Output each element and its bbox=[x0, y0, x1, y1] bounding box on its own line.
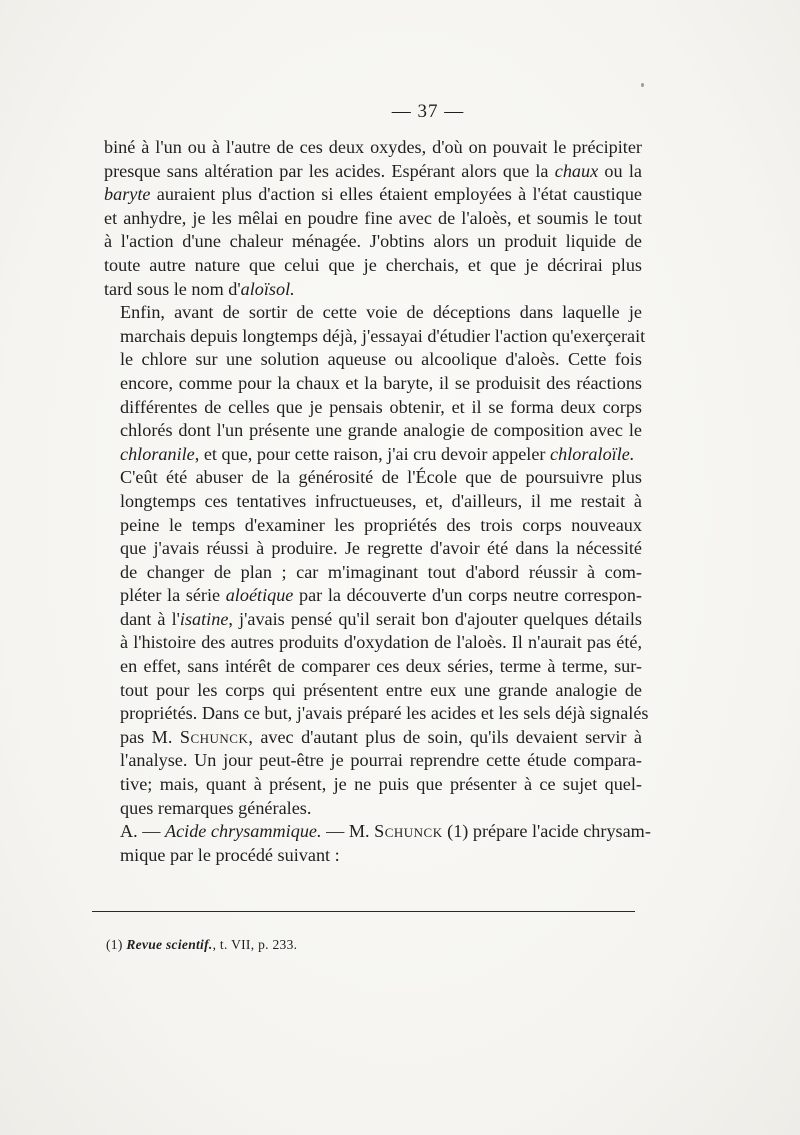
text-line bbox=[104, 726, 642, 750]
text-line: que j'avais réussi à produire. Je regrette d'avoir été dans la nécessité bbox=[120, 538, 642, 559]
footnote bbox=[106, 937, 297, 953]
text-line: peine le temps d'examiner les propriétés des trois corps nouveaux bbox=[120, 514, 642, 535]
paragraph-4 bbox=[104, 820, 651, 867]
page-number: — 37 — bbox=[391, 101, 465, 122]
text-line: tout pour les corps qui présentent entre eux une grande analogie de bbox=[120, 679, 642, 700]
author-schunck: Schunck bbox=[374, 821, 443, 842]
text-line: différentes de celles que je pensais obtenir, et il se forma deux corps bbox=[120, 396, 642, 417]
text-line-part: tard sous le nom d' bbox=[104, 278, 241, 299]
text-line bbox=[104, 584, 642, 608]
text-line: Enfin, avant de sortir de cette voie de déceptions dans laquelle je bbox=[120, 302, 642, 323]
footnote-rule bbox=[92, 911, 635, 912]
text-line: propriétés. Dans ce but, j'avais préparé les acides et les sels déjà signalés bbox=[120, 703, 649, 724]
text-line-part: pas M. bbox=[120, 726, 180, 747]
text-line: mique par le procédé suivant : bbox=[120, 844, 340, 865]
term-isatine: isatine bbox=[179, 608, 229, 629]
ink-speck bbox=[641, 83, 644, 87]
text-line-part: dant à l' bbox=[120, 608, 180, 629]
text-line-part: , et que, pour cette raison, j'ai cru devoir appeler bbox=[194, 443, 551, 464]
term-chloranile: chloranile bbox=[120, 443, 195, 464]
text-line-part: pléter la série bbox=[120, 585, 226, 606]
footnote-marker: (1) bbox=[106, 937, 123, 952]
text-line-part: , j'avais pensé qu'il serait bon d'ajouter quelques détails bbox=[228, 608, 643, 629]
text-line-part: (1) prépare l'acide chrysam- bbox=[442, 821, 651, 842]
text-line bbox=[104, 443, 642, 467]
text-line: toute autre nature que celui que je cherchais, et que je décrirai plus bbox=[104, 254, 642, 275]
body-text bbox=[104, 136, 651, 867]
section-heading-acide-chrysammique: Acide chrysammique. bbox=[164, 821, 322, 842]
text-line: C'eût été abuser de la générosité de l'École que de poursuivre plus bbox=[120, 467, 642, 488]
text-line bbox=[104, 820, 651, 844]
text-line-part: presque sans altération par les acides. Espérant alors que la bbox=[104, 160, 555, 181]
text-line: biné à l'un ou à l'autre de ces deux oxydes, d'où on pouvait le précipiter bbox=[104, 137, 642, 157]
text-line: l'analyse. Un jour peut-être je pourrai reprendre cette étude compara- bbox=[120, 750, 642, 771]
text-line: en effet, sans intérêt de comparer ces deux séries, terme à terme, sur- bbox=[120, 656, 642, 677]
paragraph-2 bbox=[104, 301, 646, 466]
text-line: et anhydre, je les mêlai en poudre fine avec de l'aloès, et soumis le tout bbox=[104, 207, 642, 228]
footnote-details: , t. VII, p. 233. bbox=[212, 937, 298, 952]
text-line: ques remarques générales. bbox=[120, 797, 312, 818]
text-line bbox=[104, 278, 642, 302]
text-line: à l'histoire des autres produits d'oxydation de l'aloès. Il n'aurait pas été, bbox=[120, 632, 642, 653]
text-line-part: auraient plus d'action si elles étaient employées à l'état caustique bbox=[150, 184, 642, 205]
term-aloisol: aloïsol. bbox=[240, 278, 295, 299]
footnote-source: Revue scientif. bbox=[126, 937, 213, 952]
paragraph-1 bbox=[104, 136, 642, 301]
term-baryte: baryte bbox=[104, 184, 151, 205]
text-line-part: ou la bbox=[598, 160, 642, 181]
text-line: encore, comme pour la chaux et la baryte, il se produisit des réactions bbox=[120, 372, 642, 393]
text-line: de changer de plan ; car m'imaginant tout d'abord réussir à com- bbox=[120, 561, 642, 582]
text-line: marchais depuis longtemps déjà, j'essayai d'étudier l'action qu'exerçerait bbox=[120, 325, 646, 346]
text-line: longtemps ces tentatives infructueuses, et, d'ailleurs, il me restait à bbox=[120, 490, 642, 511]
text-line: tive; mais, quant à présent, je ne puis que présenter à ce sujet quel- bbox=[120, 774, 642, 795]
paragraph-3 bbox=[104, 466, 649, 820]
author-schunck: Schunck bbox=[179, 726, 249, 747]
text-line: le chlore sur une solution aqueuse ou alcoolique d'aloès. Cette fois bbox=[120, 349, 642, 370]
text-line-part: A. — bbox=[120, 821, 165, 842]
term-chaux: chaux bbox=[554, 160, 599, 181]
text-line-part: par la découverte d'un corps neutre correspon- bbox=[293, 585, 642, 606]
text-line-part: — M. bbox=[321, 821, 375, 842]
term-aloetique: aloétique bbox=[225, 585, 294, 606]
text-line: chlorés dont l'un présente une grande analogie de composition avec le bbox=[120, 420, 642, 441]
text-line bbox=[104, 160, 642, 184]
term-chloraloile: chloraloïle. bbox=[550, 443, 635, 464]
text-line bbox=[104, 183, 642, 207]
text-line bbox=[104, 608, 642, 632]
text-line: à l'action d'une chaleur ménagée. J'obtins alors un produit liquide de bbox=[104, 231, 642, 252]
text-line-part: , avec d'autant plus de soin, qu'ils devaient servir à bbox=[248, 726, 642, 747]
